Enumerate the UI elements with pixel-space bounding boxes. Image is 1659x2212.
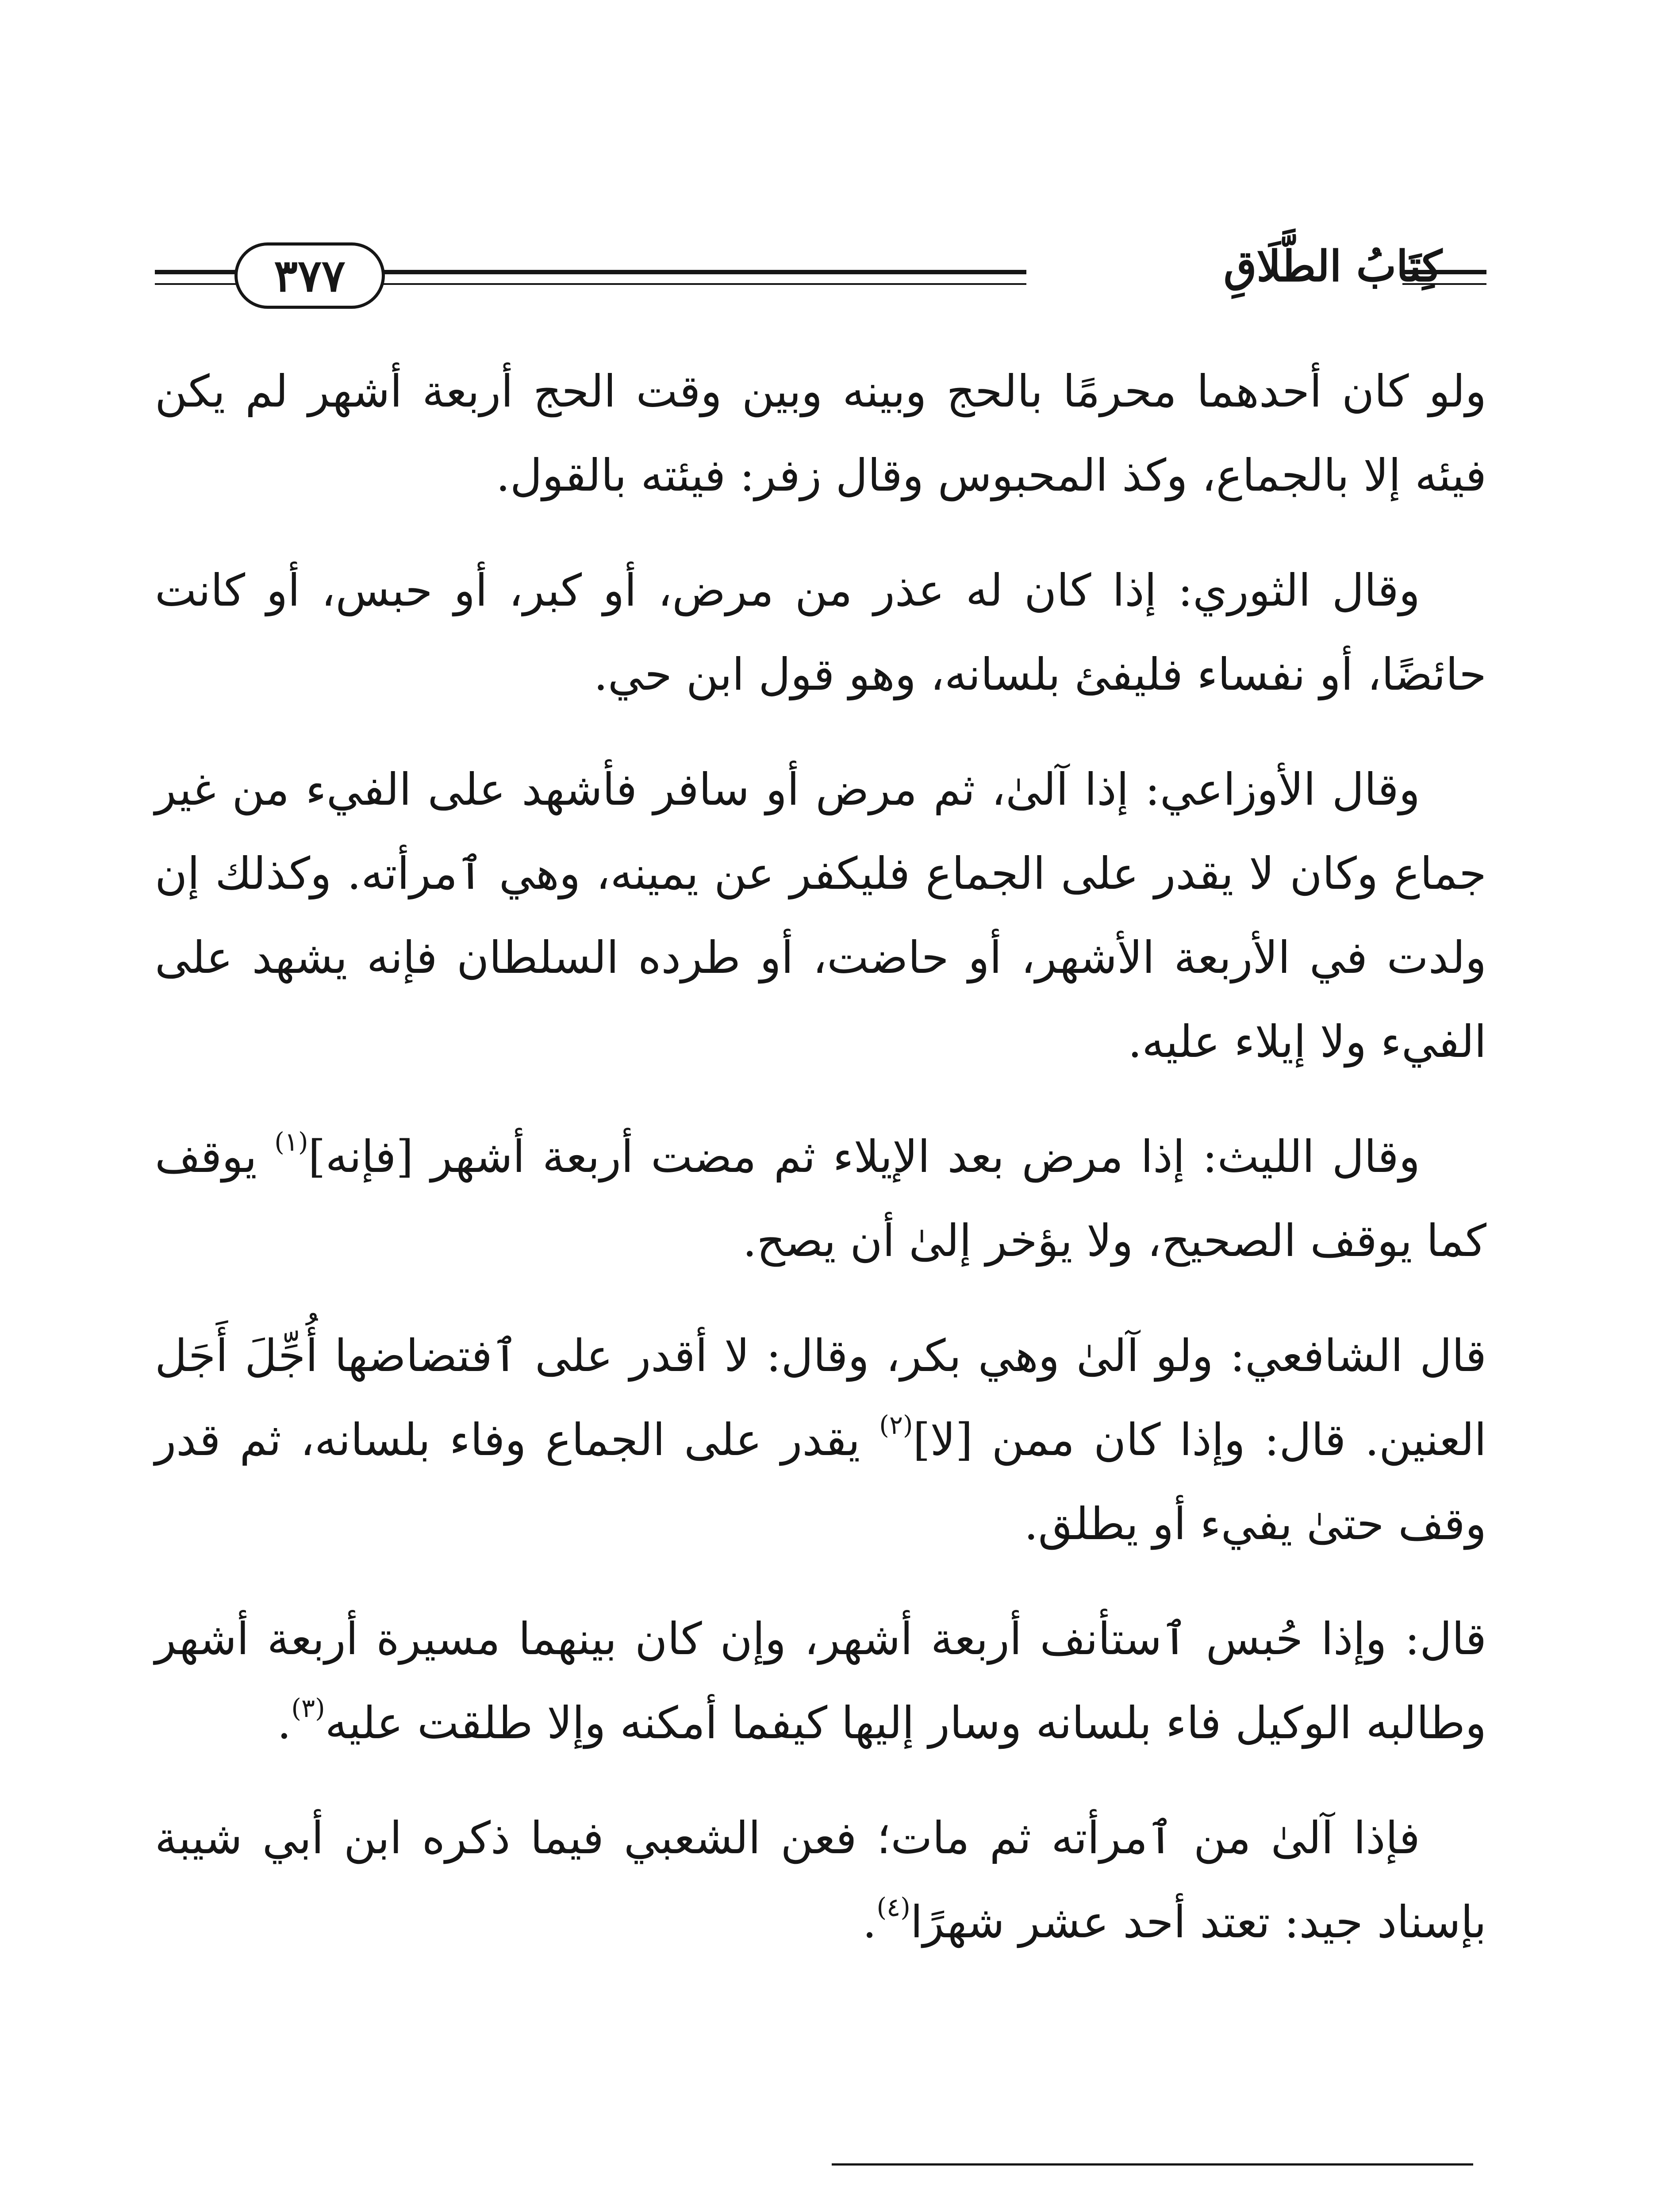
footnote-number [1416, 2205, 1473, 2212]
footnote-item [146, 2205, 1473, 2212]
paragraph-text: وقال الليث: إذا مرض بعد الإيلاء ثم مضت أربعة أشهر [فإنه] [308, 1131, 1420, 1183]
header-rule-left [155, 270, 239, 274]
paragraph-text: قال: وإذا حُبس ٱستأنف أربعة أشهر، وإن كان بينهما مسيرة أربعة أشهر وطالبه الوكيل فاء بلسانه وسار إليها كيفما أمكنه وإلا طلقت عليه [155, 1613, 1486, 1749]
paragraph: وقال الأوزاعي: إذا آلىٰ، ثم مرض أو سافر فأشهد على الفيء من غير جماع وكان لا يقدر على الجماع فليكفر عن يمينه، وهي ٱمرأته. وكذلك إن ولدت في الأربعة الأشهر، أو حاضت، أو طرده السلطان فإنه يشهد على الفيء ولا إيلاء عليه. [155, 764, 1486, 1068]
paragraph-text: يقدر على الجماع وفاء بلسانه، ثم قدر وقف حتىٰ يفيء أو يطلق. [155, 1414, 1486, 1550]
main-text [155, 349, 1486, 1995]
footnote-reference: (١) [274, 1127, 308, 1157]
header-rule-middle [380, 270, 1026, 274]
page-number-badge [234, 242, 385, 309]
chapter-title: كِتَابُ الطَّلَاقِ [1223, 241, 1442, 291]
paragraph [155, 1597, 1486, 1765]
header-rule-left-thin [155, 283, 239, 285]
footnote-separator [832, 2163, 1473, 2166]
paragraph-text: قال الشافعي: ولو آلىٰ وهي بكر، وقال: لا أقدر على ٱفتضاضها أُجِّلَ أَجَل العنين. قال: وإذا كان ممن [لا] [155, 1330, 1486, 1466]
paragraph-text: . [277, 1697, 292, 1749]
paragraph-text: . [862, 1896, 877, 1948]
footnotes [146, 2205, 1473, 2212]
footnote-reference: (٤) [876, 1892, 910, 1922]
footnote-reference: (٣) [291, 1693, 325, 1723]
paragraph [155, 1796, 1486, 1964]
paragraph: وقال الثوري: إذا كان له عذر من مرض، أو كبر، أو حبس، أو كانت حائضًا، أو نفساء فليفئ بلسانه، وهو قول ابن حي. [155, 565, 1486, 700]
paragraph-text: يوقف كما يوقف الصحيح، ولا يؤخر إلىٰ أن يصح. [155, 1131, 1486, 1267]
header-rule-middle-thin [380, 283, 1026, 285]
page-number: ٣٧٧ [274, 250, 346, 302]
footnote-reference: (٢) [879, 1410, 913, 1440]
paragraph-text: فإذا آلىٰ من ٱمرأته ثم مات؛ فعن الشعبي فيما ذكره ابن أبي شيبة بإسناد جيد: تعتد أحد عشر شهرًا [155, 1812, 1486, 1948]
paragraph [155, 1115, 1486, 1283]
paragraph: ولو كان أحدهما محرمًا بالحج وبينه وبين وقت الحج أربعة أشهر لم يكن فيئه إلا بالجماع، وكذ المحبوس وقال زفر: فيئته بالقول. [155, 365, 1486, 501]
paragraph [155, 1314, 1486, 1566]
